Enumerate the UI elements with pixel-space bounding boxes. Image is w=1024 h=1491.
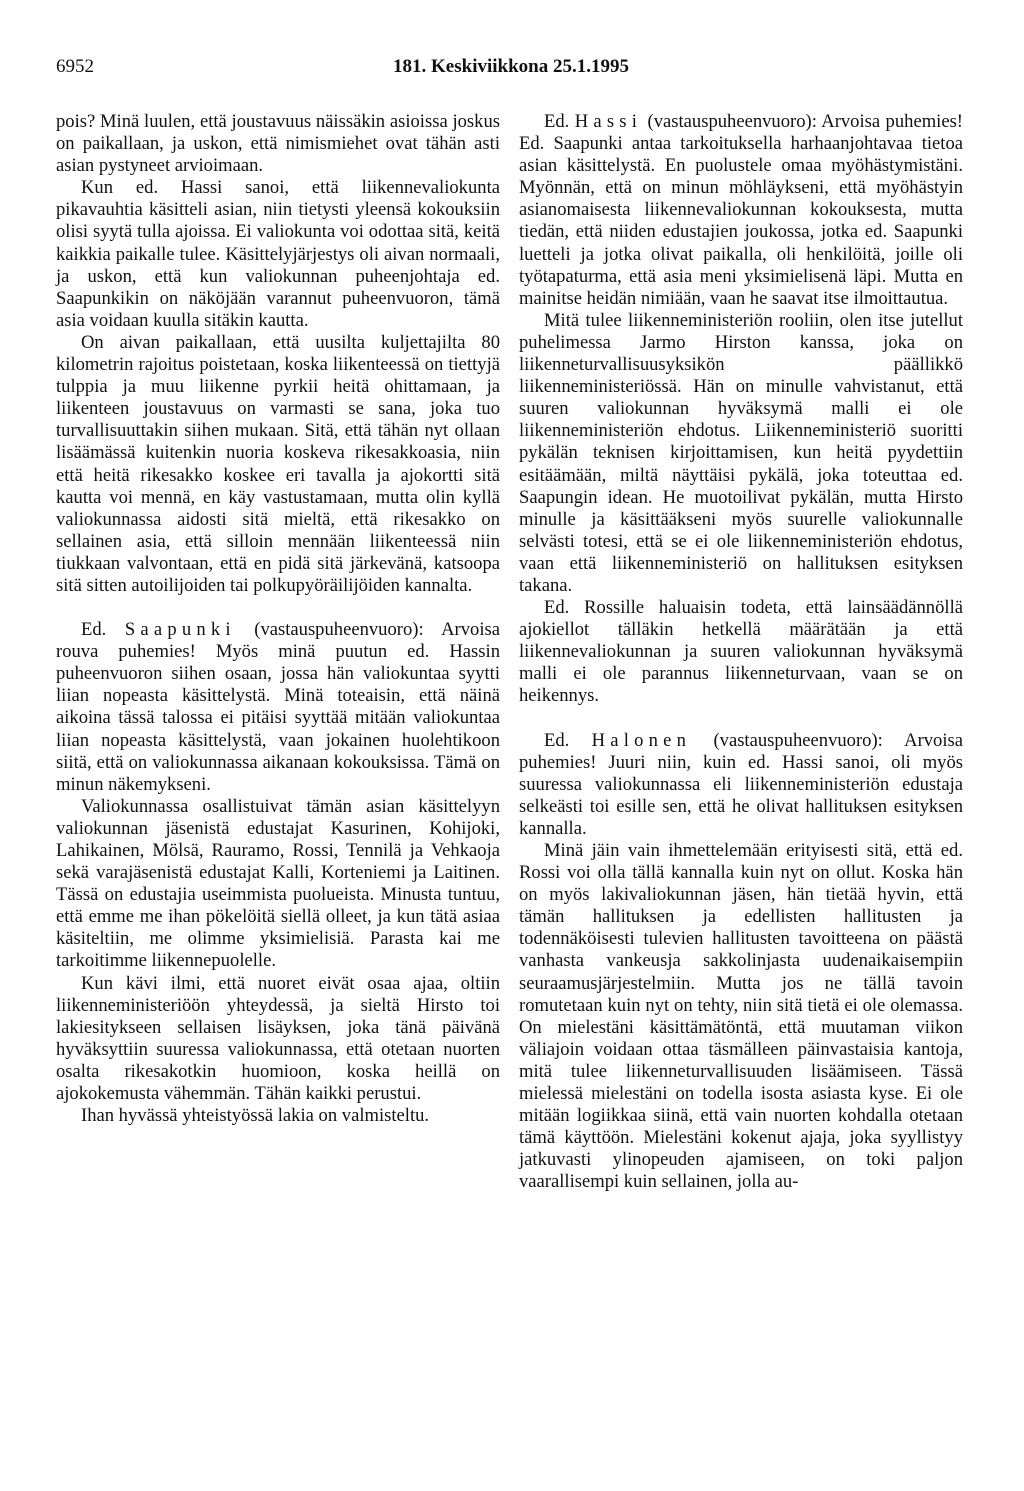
- speech-paragraph: [519, 730, 963, 840]
- speaker-name: Hassi: [574, 111, 643, 132]
- left-column: [56, 111, 500, 1127]
- speech-prefix: Ed.: [81, 619, 125, 641]
- speaker-name: Saapunki: [124, 619, 236, 641]
- speech-text: (vastauspuheenvuoro): Arvoisa rouva puhemies! Myös minä puutun ed. Hassin puheenvuoron siihen osaan, jossa hän valiokuntaa syytti liian nopeasta käsittelystä. Minä toteaisin, että näinä aikoina tässä talossa ei pitäisi syyttää mitään valiokuntaa liian nopeasta käsittelystä, vaan jokainen huolehtikoon siitä, että on valiokunnassa aikanaan kokouksissa. Tämä on minun näkemykseni.: [56, 619, 500, 795]
- paragraph: On aivan paikallaan, että uusilta kuljettajilta 80 kilometrin rajoitus poistetaan, koska liikenteessä on tiettyjä tulppia ja muu liikenne pyrkii heitä ohittamaan, ja liikenteen joustavuus on varmasti se sana, joka tuo turvallisuuttakin siihen mukaan. Sitä, että tähän nyt ollaan lisäämässä kuitenkin nuoria koskeva rikesakkoasia, niin että heitä rikesakko koskee eri tavalla ja ajokortti sitä kautta voi mennä, en käy vastustamaan, mutta olin kyllä valiokunnassa aidosti sitä mieltä, että rikesakko on sellainen asia, että silloin mennään liikenteessä niin tiukkaan valvontaan, että en pidä sitä järkevänä, katsoopa sitä sitten autoilijoiden tai polkupyöräilijöiden kannalta.: [56, 331, 500, 596]
- speech-text: (vastauspuheenvuoro): Arvoisa puhemies! Ed. Saapunki antaa tarkoituksella harhaanjohtavaa tietoa asian käsittelystä. En puolustele omaa myöhästymistäni. Myönnän, että on minun möhläykseni, että myöhästyin asianomaisesta liikennevaliokunnan kokouksesta, mutta tiedän, että niiden edustajien joukossa, jotka ed. Saapunki luetteli ja jotka olivat paikalla, oli henkilöitä, joille oli työtapaturma, että asia meni yksimielisenä läpi. Mutta en mainitse heidän nimiään, vaan he saavat itse ilmoittautua.: [519, 111, 964, 309]
- paragraph: Valiokunnassa osallistuivat tämän asian käsittelyyn valiokunnan jäsenistä edustajat Kasurinen, Kohijoki, Lahikainen, Mölsä, Rauramo, Rossi, Tennilä ja Vehkaoja sekä varajäsenistä edustajat Kalli, Korteniemi ja Laitinen. Tässä on edustajia useimmista puolueista. Minusta tuntuu, että emme me ihan pökelöitä siellä olleet, ja kun tätä asiaa käsiteltiin, me olimme yksimielisiä. Parasta kai me tarkoitimme liikennepuolelle.: [56, 795, 500, 972]
- page-header: [56, 56, 966, 80]
- right-column: [519, 111, 963, 1194]
- paragraph: Minä jäin vain ihmettelemään erityisesti sitä, että ed. Rossi voi olla tällä kannalla kuin nyt on ollut. Koska hän on myös lakivaliokunnan jäsen, hän tietää hyvin, että tämän hallituksen ja edellisten hallitusten ja todennäköisesti tulevien hallitusten tavoitteena on päästä vanhasta vankeusja sakkolinjasta uudenaikaisempiin seuraamusjärjestelmiin. Mutta jos ne tällä tavoin romutetaan kuin nyt on tehty, niin sitä tietä ei ole olemassa. On mielestäni käsittämätöntä, että muutaman viikon väliajoin voidaan ottaa täsmälleen päinvastaisia kantoja, mitä tulee liikenneturvallisuuden lisäämiseen. Tässä mielessä mielestäni on todella isosta asiasta kyse. Ei ole mitään logiikkaa siinä, että vain nuorten kohdalla otetaan tämä käyttöön. Mielestäni kokenut ajaja, joka syyllistyy jatkuvasti ylinopeuden ajamiseen, on toki paljon vaarallisempi kuin sellainen, jolla au-: [519, 840, 963, 1193]
- paragraph: Kun kävi ilmi, että nuoret eivät osaa ajaa, oltiin liikenneministeriöön yhteydessä, ja sieltä Hirsto toi lakiesitykseen sellaisen lisäyksen, joka tänä päivänä hyväksyttiin suuressa valiokunnassa, että otetaan nuorten osalta rikesakotkin huomioon, koska heillä on ajokokemusta vähemmän. Tähän kaikki perustui.: [56, 972, 500, 1105]
- speaker-name: Halonen: [591, 729, 692, 751]
- paragraph: Mitä tulee liikenneministeriön rooliin, olen itse jutellut puhelimessa Jarmo Hirston kanssa, joka on liikenneturvallisuusyksikön päällikkö liikenneministeriössä. Hän on minulle vahvistanut, että suuren valiokunnan hyväksymä malli ei ole liikenneministeriön ehdotus. Liikenneministeriö suoritti pykälän teknisen kirjoittamisen, kun heitä pyydettiin esitäämään, miltä näyttäisi pykälä, joka toteuttaa ed. Saapungin idean. He muotoilivat pykälän, mutta Hirsto minulle ja käsittääkseni myös suurelle valiokunnalle selvästi totesi, että se ei ole liikenneministeriön ehdotus, vaan että liikenneministeriö on hallituksen esityksen takana.: [519, 309, 963, 596]
- paragraph: pois? Minä luulen, että joustavuus näissäkin asioissa joskus on paikallaan, ja uskon, että nimismiehet ovat tähän asti asian pystyneet arvioimaan.: [56, 111, 500, 177]
- speech-paragraph: [56, 619, 500, 796]
- paragraph: Kun ed. Hassi sanoi, että liikennevaliokunta pikavauhtia käsitteli asian, niin tietysti yleensä kokouksiin olisi syytä tulla ajoissa. Ei valiokunta voi odottaa sitä, keitä kaikkia paikalle tulee. Käsittelyjärjestys oli aivan normaali, ja uskon, että kun valiokunnan puheenjohtaja ed. Saapunkikin on näköjään varannut puheenvuoron, tämä asia voidaan kuulla sitäkin kautta.: [56, 177, 500, 331]
- header-title: 181. Keskiviikkona 25.1.1995: [393, 56, 629, 77]
- speech-prefix: Ed.: [544, 729, 592, 751]
- speech-paragraph: [519, 111, 963, 310]
- speech-text: (vastauspuheenvuoro): Arvoisa puhemies! Juuri niin, kuin ed. Hassi sanoi, oli myös suuressa valiokunnassa eli liikenneministeriön edustaja selkeästi toi esille sen, että he olivat hallituksen esityksen kannalla.: [519, 729, 964, 839]
- page-number: 6952: [56, 56, 94, 77]
- paragraph: Ihan hyvässä yhteistyössä lakia on valmisteltu.: [81, 1105, 430, 1127]
- speech-prefix: Ed.: [544, 111, 575, 132]
- paragraph: Ed. Rossille haluaisin todeta, että lainsäädännöllä ajokiellot tälläkin hetkellä määrätään ja että liikennevaliokunnan ja suuren valiokunnan hyväksymä malli ei ole parannus liikenneturvaan, vaan se on heikennys.: [519, 597, 963, 707]
